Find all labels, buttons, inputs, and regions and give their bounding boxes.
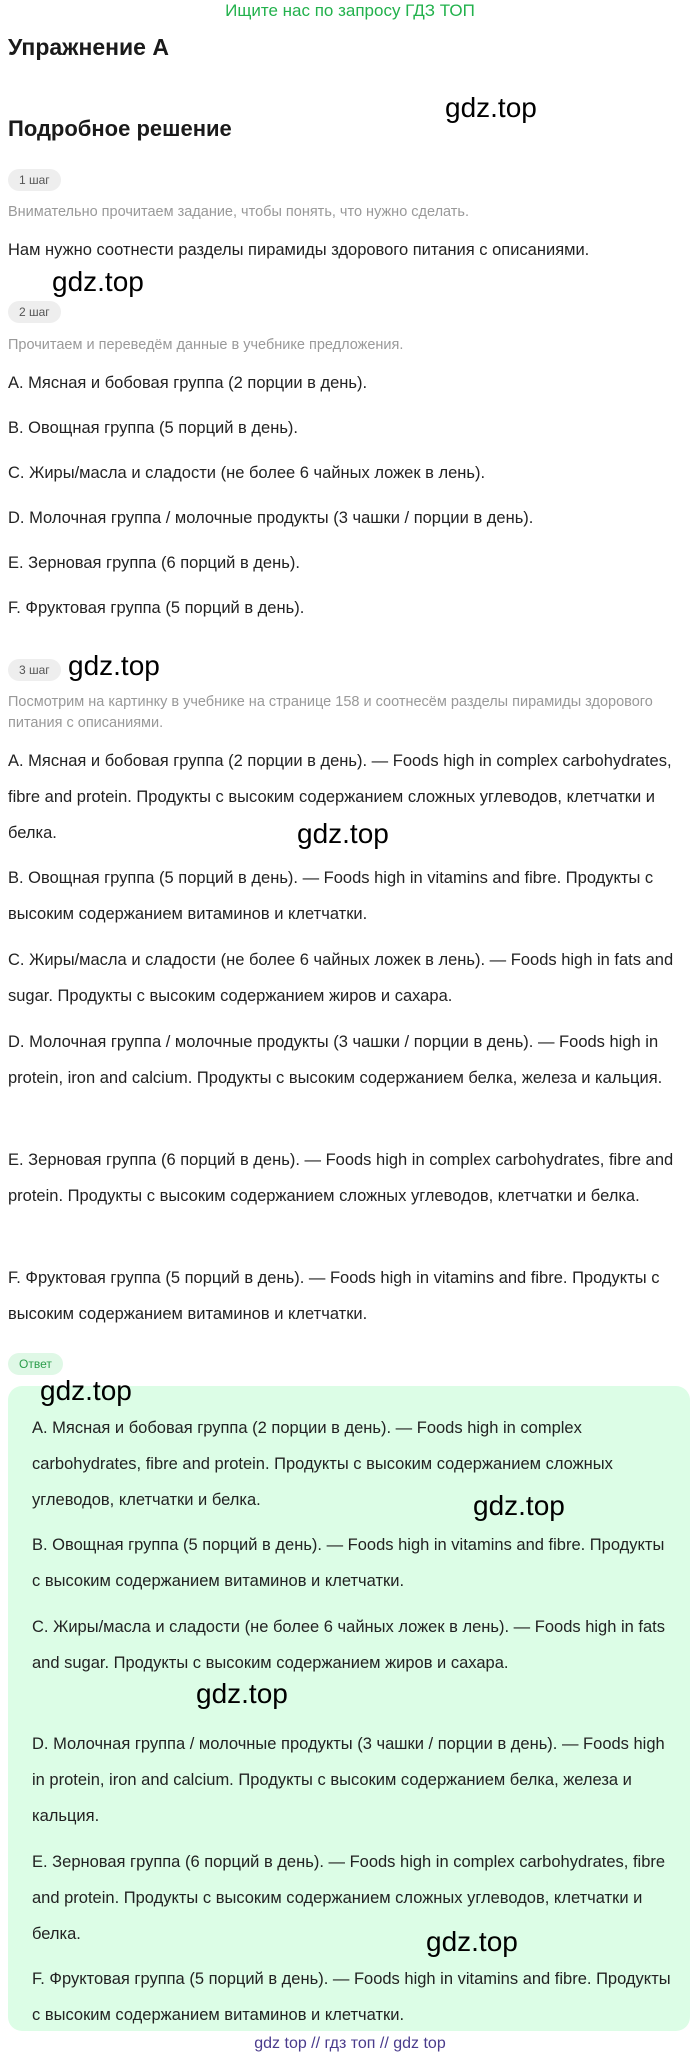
step-1-badge: 1 шаг <box>8 169 61 191</box>
answer-item: A. Мясная и бобовая группа (2 порции в день). — Foods high in complex carbohydrates, fibre and protein. Продукты с высоким содержанием сложных углеводов, клетчатки и белка. <box>32 1419 613 1509</box>
step-3-item: D. Молочная группа / молочные продукты (3 чашки / порции в день). — Foods high in protein, iron and calcium. Продукты с высоким содержанием белка, железа и кальция. <box>8 1033 663 1087</box>
step-3-item: A. Мясная и бобовая группа (2 порции в день). — Foods high in complex carbohydrates, fibre and protein. Продукты с высоким содержанием сложных углеводов, клетчатки и белка. <box>8 752 672 842</box>
step-2-item: E. Зерновая группа (6 порций в день). <box>8 554 300 572</box>
step-3-item: E. Зерновая группа (6 порций в день). — Foods high in complex carbohydrates, fibre and protein. Продукты с высоким содержанием сложных углеводов, клетчатки и белка. <box>8 1151 674 1205</box>
answer-item: B. Овощная группа (5 порций в день). — Foods high in vitamins and fibre. Продукты с высоким содержанием витаминов и клетчатки. <box>32 1536 665 1590</box>
answer-badge: Ответ <box>8 1353 63 1375</box>
watermark: gdz.top <box>297 818 389 849</box>
top-banner: Ищите нас по запросу ГДЗ ТОП <box>225 1 475 20</box>
step-1-hint: Внимательно прочитаем задание, чтобы понять, что нужно сделать. <box>8 204 470 220</box>
step-3-item: C. Жиры/масла и сладости (не более 6 чайных ложек в лень). — Foods high in fats and sugar. Продукты с высоким содержанием жиров и сахара. <box>8 951 674 1005</box>
step-2-item: F. Фруктовая группа (5 порций в день). <box>8 599 305 617</box>
answer-item: D. Молочная группа / молочные продукты (3 чашки / порции в день). — Foods high in protein, iron and calcium. Продукты с высоким содержанием белка, железа и кальция. <box>32 1735 665 1825</box>
watermark: gdz.top <box>52 266 144 297</box>
step-3-item: F. Фруктовая группа (5 порций в день). — Foods high in vitamins and fibre. Продукты с высоким содержанием витаминов и клетчатки. <box>8 1269 660 1323</box>
step-2-item: A. Мясная и бобовая группа (2 порции в день). <box>8 374 368 392</box>
step-2-item: C. Жиры/масла и сладости (не более 6 чайных ложек в лень). <box>8 464 486 482</box>
step-2-badge: 2 шаг <box>8 301 61 323</box>
solution-heading: Подробное решение <box>8 116 232 141</box>
watermark: gdz.top <box>40 1375 132 1406</box>
watermark: gdz.top <box>196 1678 288 1709</box>
step-2-item: D. Молочная группа / молочные продукты (3 чашки / порции в день). <box>8 509 534 527</box>
answer-item: E. Зерновая группа (6 порций в день). — Foods high in complex carbohydrates, fibre and protein. Продукты с высоким содержанием сложных углеводов, клетчатки и белка. <box>32 1853 666 1943</box>
exercise-title: Упражнение А <box>8 34 169 60</box>
step-3-item: B. Овощная группа (5 порций в день). — Foods high in vitamins and fibre. Продукты с высоким содержанием витаминов и клетчатки. <box>8 869 654 923</box>
step-3-badge: 3 шаг <box>8 659 61 681</box>
footer-links: gdz top // гдз топ // gdz top <box>254 2035 446 2052</box>
watermark: gdz.top <box>445 92 537 123</box>
step-1-text: Нам нужно соотнести разделы пирамиды здорового питания с описаниями. <box>8 241 590 259</box>
answer-item: F. Фруктовая группа (5 порций в день). — Foods high in vitamins and fibre. Продукты с высоким содержанием витаминов и клетчатки. <box>32 1970 671 2024</box>
answer-item: C. Жиры/масла и сладости (не более 6 чайных ложек в лень). — Foods high in fats and sugar. Продукты с высоким содержанием жиров и сахара. <box>32 1618 666 1672</box>
step-3-hint: Посмотрим на картинку в учебнике на странице 158 и соотнесём разделы пирамиды здорового питания с описаниями. <box>8 694 653 731</box>
watermark: gdz.top <box>426 1926 518 1957</box>
watermark: gdz.top <box>68 650 160 681</box>
watermark: gdz.top <box>473 1490 565 1521</box>
step-2-hint: Прочитаем и переведём данные в учебнике предложения. <box>8 337 404 353</box>
step-2-item: B. Овощная группа (5 порций в день). <box>8 419 298 437</box>
